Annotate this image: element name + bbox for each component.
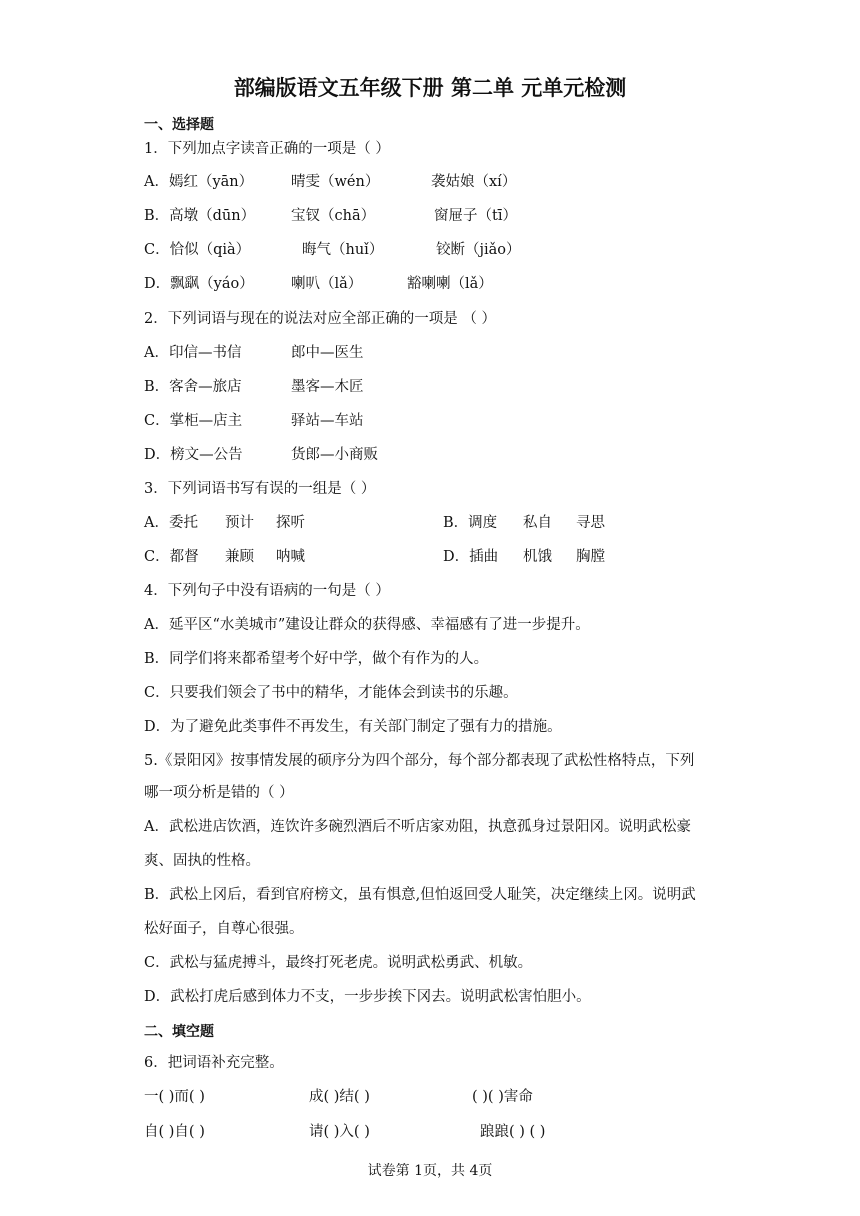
q3-option-d-word3: 胸膛 bbox=[576, 549, 605, 565]
q6-blank-6: 踉踉( ) ( ) bbox=[480, 1124, 546, 1140]
q2-option-b-part1: B．客舍—旅店 bbox=[144, 379, 242, 395]
q1-option-b-part2: 宝钗（chā） bbox=[291, 208, 376, 224]
question-5-stem-line1: 5.《景阳冈》按事情发展的硕序分为四个部分，每个部分都表现了武松性格特点，下列 bbox=[144, 753, 695, 769]
q5-option-a-line2: 爽、固执的性格。 bbox=[144, 853, 260, 869]
q3-option-c-word2: 兼顾 bbox=[225, 549, 254, 565]
q6-blank-4: 自( )自( ) bbox=[144, 1124, 205, 1140]
section-heading-fill: 二、填空题 bbox=[144, 1024, 214, 1040]
q4-option-a: A．延平区“水美城市”建设让群众的获得感、幸福感有了进一步提升。 bbox=[144, 617, 590, 633]
q5-option-d: D．武松打虎后感到体力不支，一步步挨下冈去。说明武松害怕胆小。 bbox=[144, 989, 591, 1005]
q2-option-d-part1: D．榜文—公告 bbox=[144, 447, 243, 463]
question-3-stem: 3．下列词语书写有误的一组是（ ） bbox=[144, 481, 376, 497]
q2-option-c-part1: C．掌柜—店主 bbox=[144, 413, 243, 429]
page-footer: 试卷第 1页，共 4页 bbox=[367, 1163, 493, 1179]
page-title: 部编版语文五年级下册 第二单 元单元检测 bbox=[233, 76, 627, 100]
q3-option-a-word2: 预计 bbox=[225, 515, 254, 531]
q1-option-a-part1: A．嫣红（yān） bbox=[144, 174, 254, 190]
q1-option-d-part3: 豁喇喇（lǎ） bbox=[407, 276, 493, 292]
q1-option-b-part3: 窗屉子（tī） bbox=[434, 208, 517, 224]
q3-option-a-word3: 探听 bbox=[276, 515, 305, 531]
q3-option-c-word3: 呐喊 bbox=[276, 549, 305, 565]
q1-option-d-part1: D．飘飖（yáo） bbox=[144, 276, 254, 292]
q1-option-a-part2: 晴雯（wén） bbox=[291, 174, 380, 190]
q2-option-a-part2: 郎中—医生 bbox=[291, 345, 364, 361]
question-1-stem: 1．下列加点字读音正确的一项是（ ） bbox=[144, 141, 390, 157]
q3-option-d-word1: D．插曲 bbox=[443, 549, 499, 565]
q2-option-c-part2: 驿站—车站 bbox=[291, 413, 364, 429]
question-5-stem-line2: 哪一项分析是错的（ ） bbox=[144, 785, 294, 801]
q6-blank-3: ( )( )害命 bbox=[472, 1089, 533, 1105]
q4-option-b: B．同学们将来都希望考个好中学，做个有作为的人。 bbox=[144, 651, 489, 667]
question-4-stem: 4．下列句子中没有语病的一句是（ ） bbox=[144, 583, 390, 599]
q3-option-b-word1: B．调度 bbox=[443, 515, 498, 531]
q1-option-d-part2: 喇叭（lǎ） bbox=[291, 276, 363, 292]
q5-option-b-line1: B．武松上冈后，看到官府榜文，虽有惧意,但怕返回受人耻笑，决定继续上冈。说明武 bbox=[144, 887, 696, 903]
q3-option-b-word2: 私自 bbox=[523, 515, 552, 531]
q3-option-c-word1: C．都督 bbox=[144, 549, 199, 565]
q6-blank-1: 一( )而( ) bbox=[144, 1089, 205, 1105]
section-heading-choice: 一、选择题 bbox=[144, 117, 214, 133]
q3-option-b-word3: 寻思 bbox=[576, 515, 605, 531]
q2-option-d-part2: 货郎—小商贩 bbox=[291, 447, 378, 463]
q2-option-a-part1: A．印信—书信 bbox=[144, 345, 242, 361]
q1-option-c-part2: 晦气（huǐ） bbox=[302, 242, 384, 258]
q4-option-d: D．为了避免此类事件不再发生，有关部门制定了强有力的措施。 bbox=[144, 719, 562, 735]
q3-option-a-word1: A．委托 bbox=[144, 515, 198, 531]
q4-option-c: C．只要我们领会了书中的精华，才能体会到读书的乐趣。 bbox=[144, 685, 518, 701]
q3-option-d-word2: 机饿 bbox=[523, 549, 552, 565]
q1-option-a-part3: 袭姑娘（xí） bbox=[431, 174, 517, 190]
q6-blank-5: 请( )入( ) bbox=[309, 1124, 370, 1140]
q6-blank-2: 成( )结( ) bbox=[309, 1089, 370, 1105]
question-6-stem: 6．把词语补充完整。 bbox=[144, 1055, 284, 1071]
q2-option-b-part2: 墨客—木匠 bbox=[291, 379, 364, 395]
q5-option-c: C．武松与猛虎搏斗，最终打死老虎。说明武松勇武、机敏。 bbox=[144, 955, 533, 971]
q1-option-c-part3: 铰断（jiǎo） bbox=[436, 242, 521, 258]
question-2-stem: 2．下列词语与现在的说法对应全部正确的一项是 （ ） bbox=[144, 311, 496, 327]
q5-option-a-line1: A．武松进店饮酒，连饮许多碗烈酒后不听店家劝阻，执意孤身过景阳冈。说明武松豪 bbox=[144, 819, 691, 835]
q5-option-b-line2: 松好面子，自尊心很强。 bbox=[144, 921, 304, 937]
q1-option-b-part1: B．高墩（dūn） bbox=[144, 208, 256, 224]
q1-option-c-part1: C．恰似（qià） bbox=[144, 242, 251, 258]
